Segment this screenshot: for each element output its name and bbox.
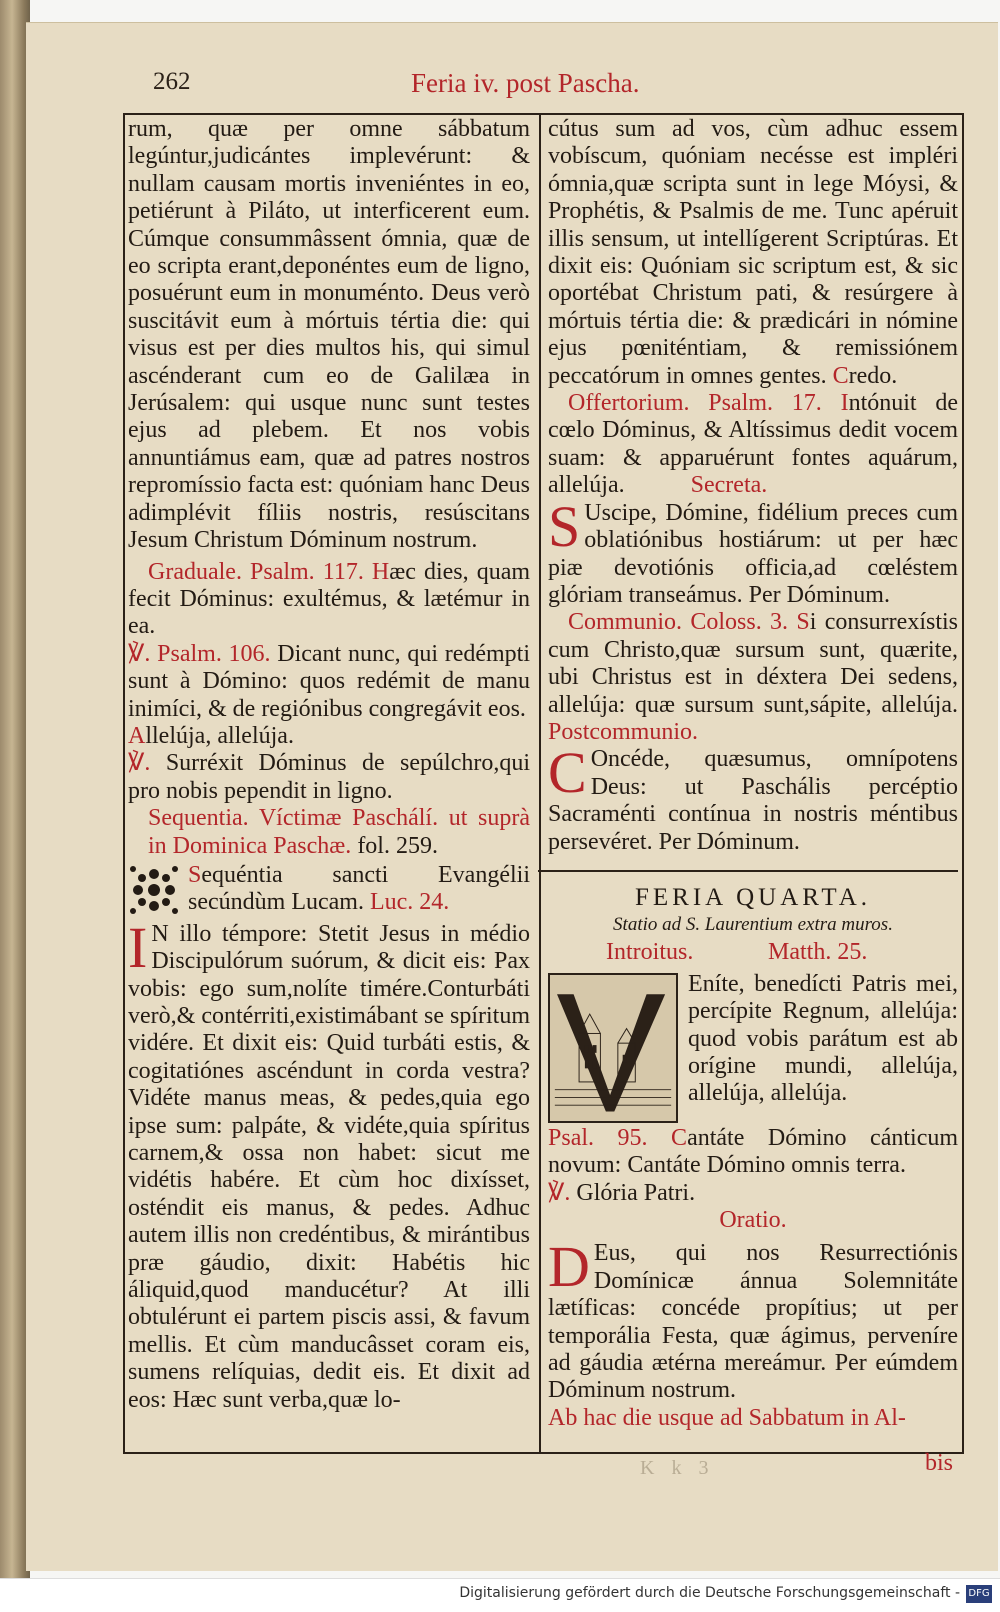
right-column <box>548 116 958 1432</box>
offertorium-initial: I <box>840 390 849 417</box>
secreta-drop-initial: S <box>548 493 581 559</box>
oratio-heading <box>548 1207 958 1234</box>
postcommunio-text: Oncéde, quæsumus, omnípotens Deus: ut Paschális percéptio Sacraménti contínua in nostris méntibus persevéret. Per Dóminum. <box>548 746 958 855</box>
statio-line: Statio ad S. Laurentium extra muros. <box>613 914 893 936</box>
running-title: Feria iv. post Pascha. <box>411 68 640 98</box>
footer-bar <box>0 1578 1000 1612</box>
signature-mark: K k 3 <box>640 1457 715 1479</box>
introitus-text: Eníte, benedícti Patris mei, percípite Regnum, allelúja: quod vobis parátum est ab orígine mundi, allelúja, allelúja, allelúja. <box>688 970 958 1107</box>
feria-title: FERIA QUARTA. <box>634 883 871 911</box>
sequentia-initial: V <box>258 805 277 832</box>
catchword: bis <box>925 1450 954 1476</box>
gospel-body: N illo témpore: Stetit Jesus in médio Discipulórum suórum, & dicit eis: Pax vobis: ego sum,nolíte timére.Conturbáti verò,& contérriti,existimábant se spíritum vidére. Et dixit eis: Quid turbáti estis, & cogitatiónes ascéndunt in corda vestra? Vidéte manus meas, & pedes,quia ego ipse sum: palpáte, & vidéte,quia spíritus carnem,& ossa non habet: sicut me vidétis habére. Et cùm hoc dixísset, osténdit eis manus, & pedes. Adhuc autem illis non credéntibus, & mirántibus præ gáudio, dixit: Habétis hic áliquid,quod manducétur? At illi obtulérunt ei partem piscis assi, & favum mellis. Et cùm manducâsset coram eis, sumens relíquias, dedit eis. Et dixit ad eos: Hæc sunt verba,quæ lo- <box>128 920 530 1413</box>
graduale <box>128 559 530 641</box>
alleluia-text: llelúja, allelúja. <box>145 722 294 749</box>
evangelium-ref: Luc. 24. <box>369 889 450 916</box>
evangelium-heading <box>128 862 530 917</box>
sequentia-label: Sequentia. <box>148 805 249 832</box>
sequentia-text-2: ut suprà in Dominica Paschæ. <box>148 805 531 859</box>
sequentia <box>128 805 530 860</box>
introitus-ref: Matth. 25. <box>768 938 868 965</box>
communio-text: i consurrexístis cum Christo,quæ sursum sunt, quærite, ubi Christus est in déxtera Dei sedens, allelúja: quæ sursum sunt,sápite, allelúja. <box>548 609 959 718</box>
introitus-psalm <box>548 1125 958 1180</box>
postcommunio <box>548 740 958 856</box>
communio <box>548 609 958 746</box>
postcommunio-drop-initial: C <box>548 740 587 806</box>
column-divider <box>539 113 541 1452</box>
versicle-label: ℣. Psalm. 106. <box>128 640 271 667</box>
introitus-heading <box>548 939 958 967</box>
epistle-continuation: rum, quæ per omne sábbatum legúntur,judicántes implevérunt: & nullam causam mortis inveniéntes in eo, petiérunt à Piláto, ut interficerent eum. Cúmque consummâssent ómnia, quæ de eo scripta erant,deponéntes eum de ligno, posuérunt eum in monuménto. Deus verò suscitávit eum à mórtuis tértia die: qui visus est per dies multos his, qui simul ascénderant cum eo de Galilæa in Jerúsalem: qui usque nunc sunt testes ejus ad plebem. Et nos vobis annuntiámus eam, quæ ad patres nostros repromíssio facta est: quóniam hanc Deus adimplévit fíliis nostris, resúscitans Jesum Christum Dóminum nostrum. <box>128 116 530 554</box>
credo-initial: C <box>832 362 849 389</box>
alleluia <box>128 723 530 750</box>
gospel-text <box>128 914 530 1414</box>
communio-initial: S <box>796 609 810 636</box>
dfg-logo: DFG <box>966 1585 992 1603</box>
page-header <box>153 68 753 108</box>
alleluia-initial: A <box>128 722 146 749</box>
offertorium-text: ntónuit de cœlo Dóminus, & Altíssimus dedit vocem suam: & apparuérunt fontes aquárum, allelúja. <box>548 390 959 499</box>
gloria-patri <box>548 1180 958 1207</box>
offertorium <box>548 390 958 500</box>
introitus <box>548 971 958 1108</box>
secreta <box>548 493 958 610</box>
versicle-surrexit <box>128 750 530 805</box>
versicle-2-text: Surréxit Dóminus de sepúlchro,qui pro nobis pependit in ligno. <box>128 750 530 804</box>
fleuron-icon <box>128 864 180 916</box>
evangelium-title: equéntia sancti Evangélii secúndùm Lucam. <box>188 861 530 916</box>
sequentia-ref: fol. 259. <box>357 832 438 859</box>
oratio-text: Eus, qui nos Resurrectiónis Domínicæ ánnua Solemnitáte lætíficas: concéde propítius; ut per temporália Festa, quæ ágimus, perveníre ad gáudia ætérna mereámur. Per eúmdem Dóminum nostrum. <box>548 1240 958 1404</box>
oratio <box>548 1234 958 1404</box>
gospel-continuation <box>548 116 958 390</box>
gospel-continuation-text: cútus sum ad vos, cùm adhuc essem vobíscum, quóniam necésse est impléri ómnia,quæ scripta sunt in lege Móysi, & Prophétis, & Psalmis de me. Tunc apéruit illis sensum, ut intellígerent Scriptúras. Et dixit eis: Quóniam sic scriptum est, & sic oportébat Christum pati, & resúrgere à mórtuis tértia die: & prædicári in nómine ejus pœniténtiam, & remissiónem peccatórum in omnes gentes. <box>548 116 958 389</box>
versicle-psalm-106 <box>128 641 530 723</box>
postcommunio-label: Postcommunio. <box>548 718 699 745</box>
graduale-text: æc dies, quam fecit Dóminus: exultémus, & lætémur in ea. <box>128 558 531 640</box>
evangelium-initial: S <box>188 861 202 888</box>
graduale-label: Graduale. Psalm. 117. <box>148 558 364 585</box>
footer-credit: Digitalisierung gefördert durch die Deutsche Forschungsgemeinschaft - <box>459 1585 960 1601</box>
versicle-2-label: ℣. <box>128 750 151 777</box>
offertorium-label: Offertorium. Psalm. 17. <box>568 390 822 417</box>
closing-rubric <box>548 1405 958 1432</box>
oratio-label: Oratio. <box>719 1207 787 1233</box>
psalm-text: antáte Dómino cánticum novum: Cantáte Dómino omnis terra. <box>548 1124 959 1179</box>
woodcut-initial-v-icon <box>548 973 678 1123</box>
secreta-text: Uscipe, Dómine, fidélium preces cum oblatiónibus hostiárum: ut per hæc piæ devotiónis officia,ad cœléstem glóriam transeámus. Per Dóminum. <box>548 499 958 608</box>
sequentia-text-1: íctimæ Paschálí. <box>276 805 439 832</box>
introitus-label: Introitus. <box>606 938 694 965</box>
secreta-label: Secreta. <box>690 472 768 499</box>
page-number: 262 <box>153 68 191 95</box>
closing-rubric-text: Ab hac die usque ad Sabbatum in Al- <box>548 1404 906 1431</box>
credo-text: redo. <box>848 362 898 389</box>
versicle-text: Dicant nunc, qui redémpti sunt à Dómino: quos redémit de manu inimíci, & de regiónibus congregávit eos. <box>128 640 530 722</box>
psalm-label: Psal. 95. <box>548 1124 648 1151</box>
gloria-text: Glória Patri. <box>576 1179 696 1206</box>
section-rule <box>538 870 958 872</box>
communio-label: Communio. Coloss. 3. <box>568 609 789 636</box>
graduale-initial: H <box>371 558 390 585</box>
gospel-drop-initial: I <box>128 914 148 980</box>
gloria-label: ℣. <box>548 1179 571 1206</box>
psalm-initial: C <box>671 1124 688 1151</box>
oratio-drop-initial: D <box>548 1234 590 1300</box>
left-column <box>128 116 530 1414</box>
